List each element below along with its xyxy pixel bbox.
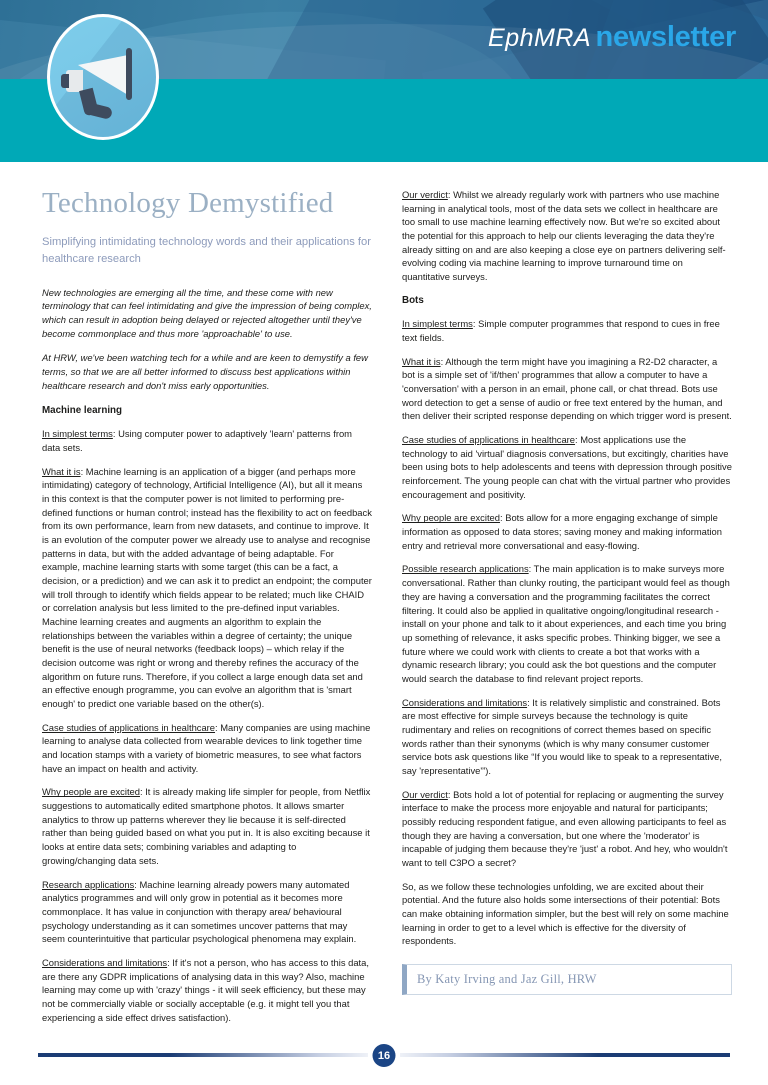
section-heading-bots: Bots (402, 294, 424, 306)
megaphone-bar (126, 48, 132, 100)
byline-box (402, 964, 732, 995)
page-footer (0, 1027, 768, 1085)
paragraph-text: : Machine learning is an application of a bigger (and perhaps more intimidating) category of technology, Artificial Intelligence (AI), but all it means in this context is that the computer power is not limited to performing pre-defined functions or human control; instead has the flexibility to act on feedback from its own performance, learn from new datasets, and continue to improve. It is an evolution of the computer power we already use to analyse and recognise patterns in data, but with the added advantage of being adaptable. For example, machine learning starts with some target (this can be a fact, a decision, or a prediction) and we can ask it to predict an endpoint; the computer will troll through to identify which fields appear to be related; much like CHAID or correlation analysis but less limited to the pre-defined input variables. Machine learning creates and augments an algorithm to explain the relationships between the variables within a degree of certainty; the unique benefit is the use of neural networks (feedback loops) – which relay if the decision outcome was right or wrong and thereby refines the accuracy of the algorithm on future runs. Therefore, if you collect a large enough data set and an effective enough programme, you can evolve an algorithm that is 'smart enough' to predict one variable based on the other(s). (42, 465, 372, 710)
paragraph-lead-in: Our verdict (402, 788, 448, 800)
body-paragraph (42, 785, 372, 867)
paragraph-lead-in: In simplest terms (402, 318, 473, 330)
paragraph-text: : Bots allow for a more engaging exchange of simple information as opposed to data stores; saving money and making information entry and retrieval more conversational and easy-flowing. (402, 512, 722, 551)
footer-rule-right (400, 1053, 730, 1057)
paragraph-text: : Many companies are using machine learning to analyse data collected from wearable devices to link together time and location stamps with a variety of biometric measures, to see what factors have an impact on health and activity. (42, 721, 371, 774)
body-paragraph (402, 788, 732, 870)
paragraph-text: : Using computer power to adaptively 'learn' patterns from data sets. (42, 428, 352, 454)
paragraph-lead-in: What it is (42, 465, 81, 477)
body-paragraph-closing: So, as we follow these technologies unfolding, we are excited about their potential. And the future also holds some intersections of their potential: Bots can make obtaining information simpler, but the best will rely on some machine learning in order to get to a level which is effective for the diversity of respondents. (402, 880, 729, 947)
paragraph-text: : The main application is to make surveys more conversational. Rather than clunky routing, the participant would feel as though they are having a conversation and the programming facilitates the correct filtering. It could also be applied in qualitative ongoing/longitudinal research - install on your phone and talk to it about experiences, and each time you bring up something of relevance, it asks specific probes. Thinking bigger, we see a future where we could work with clients to create a bot that works with a dynamic research library; you could ask the bot questions and the computer would search the database to find relevant project reports. (402, 563, 730, 684)
paragraph-lead-in: Case studies of applications in healthcare (42, 721, 216, 733)
page-title: Technology Demystified (42, 187, 334, 219)
paragraph-lead-in: Considerations and limitations (402, 696, 528, 708)
body-paragraph (402, 511, 732, 552)
page-header (0, 0, 768, 162)
paragraph-lead-in: What it is (402, 355, 441, 367)
brand-name-eph: EphMRA (488, 24, 592, 52)
body-paragraph (402, 696, 732, 778)
paragraph-lead-in: In simplest terms (42, 428, 113, 440)
paragraph-text: : If it's not a person, who has access to this data, are there any GDPR implications of analysing data in this way? Also, machine learning may come up with 'crazy' things - it will seek efficiency, but these may not be commercially viable or socially acceptable (e.g. it might tell you that experiencing a side effect drives satisfaction). (42, 956, 369, 1023)
paragraph-lead-in: Case studies of applications in healthcare (402, 434, 576, 446)
article-page (0, 162, 768, 1027)
paragraph-lead-in: Why people are excited (42, 786, 140, 798)
paragraph-text: : Most applications use the technology to aid 'virtual' diagnosis conversations, but excitingly, charities have been using bots to help adolescents and teens with depression through positive reinforcement. The young people can chat with the virtual partner who provides encouragement and positivity. (402, 434, 732, 500)
megaphone-icon (47, 14, 159, 140)
body-paragraph (402, 562, 732, 685)
brand-name-newsletter: newsletter (595, 21, 736, 53)
body-paragraph (42, 956, 372, 1024)
body-paragraph (42, 465, 372, 711)
paragraph-text: : Simple computer programmes that respond to cues in free text fields. (402, 318, 720, 344)
paragraph-text: : Although the term might have you imagining a R2-D2 character, a bot is a simple set of 'if/then' programmes that allow a computer to have a 'conversation' with a person in an email, phone call, or chat thread. Bots use word detection to get a sense of audio or free text entered by the human, and then deliver their scripted response depending on which trigger word is present. (402, 355, 732, 422)
megaphone-cap (61, 74, 69, 88)
column-left (42, 188, 372, 1034)
body-paragraph (402, 355, 732, 423)
brand-logo (488, 21, 736, 54)
paragraph-text: : Machine learning already powers many automated analytics programmes and will only grow in potential as it becomes more commonplace. It has value in conjunction with therapy area/ behavioural psychology understanding as it can sometimes uncover patterns that may seem counterintuitive that particular psychological phenomena may explain. (42, 878, 357, 945)
paragraph-lead-in: Possible research applications (402, 563, 529, 575)
paragraph-lead-in: Research applications (42, 878, 135, 890)
body-paragraph (42, 878, 372, 946)
paragraph-text: : Whilst we already regularly work with partners who use machine learning in analytical tools, most of the data sets we collect in healthcare are too small to use machine learning effectively now. But we're so excited about the potential for this approach to help our clients leveraging the data they're already sitting on and are also keeping a close eye on partners delivering self-evolving coding via machine learning to improve turnaround time on quantitative surveys. (402, 189, 726, 283)
column-right (402, 188, 732, 1034)
body-paragraph (402, 188, 732, 284)
paragraph-lead-in: Our verdict (402, 189, 448, 200)
intro-paragraph: At HRW, we've been watching tech for a while and are keen to demystify a few terms, so that we are all better informed to discuss best applications within healthcare research and don't miss early opportunities. (42, 352, 368, 391)
intro-paragraph: New technologies are emerging all the time, and these come with new terminology that can feel intimidating and give the impression of being complex, which can result in adoption being delayed or rejected altogether until they've become commonplace and thus more 'approachable' to use. (42, 286, 372, 339)
section-heading-machine-learning: Machine learning (42, 404, 123, 416)
body-paragraph (42, 427, 372, 454)
byline-text: By Katy Irving and Jaz Gill, HRW (417, 971, 597, 986)
body-paragraph (402, 317, 732, 344)
paragraph-text: : It is relatively simplistic and constrained. Bots are most effective for simple surveys because the technology is quite rudimentary and relies on recognitions of correct themes based on specific words rather than their synonyms (which is why many consumer customer service bots ask questions like “If you would like to speak to a representative, say 'representative'”). (402, 696, 722, 776)
body-paragraph (42, 721, 372, 776)
paragraph-lead-in: Why people are excited (402, 512, 500, 524)
page-subtitle: Simplifying intimidating technology words and their applications for healthcare research (42, 235, 371, 266)
paragraph-lead-in: Considerations and limitations (42, 956, 168, 968)
paragraph-text: : It is already making life simpler for people, from Netflix suggestions to automatically edited smartphone photos. It allows smarter analytics to throw up patterns wherever they lie because it is self-directed rather than being guided based on what you put in. It is also exciting because it looks at entire data sets; combining variables and adapting to growing/changing data sets. (42, 786, 371, 866)
footer-rule-left (38, 1053, 368, 1057)
body-paragraph (402, 433, 732, 501)
paragraph-text: : Bots hold a lot of potential for replacing or augmenting the survey interface to make the process more enjoyable and natural for participants; possibly reducing respondent fatigue, and even allowing participants to feel as though they are having a conversation, but one where the 'moderator' is incapable of judging them because they're 'just' a robot. And hey, who wouldn't want to tell C3PO a secret? (402, 788, 728, 868)
two-column-layout (42, 188, 732, 1034)
page-number-badge: 16 (373, 1044, 396, 1067)
